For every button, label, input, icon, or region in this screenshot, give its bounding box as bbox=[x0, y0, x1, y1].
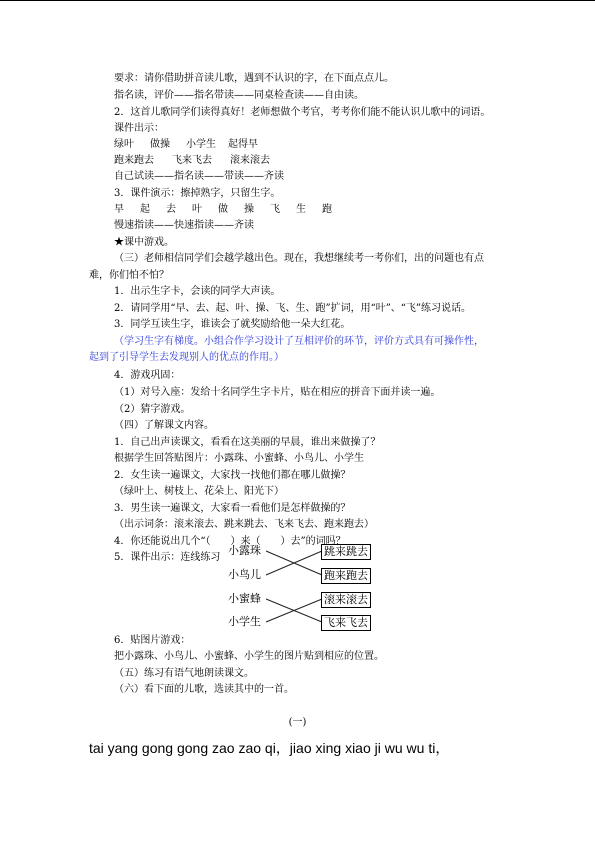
page-top-border bbox=[0, 0, 595, 1]
match-left-item: 小露珠 bbox=[228, 544, 261, 557]
text-line: 4．游戏巩固： bbox=[114, 370, 181, 381]
text-line: （三）老师相信同学们会越学越出色。现在，我想继续考一考你们，出的问题也有点 bbox=[114, 253, 484, 264]
match-right-item: 滚来滚去 bbox=[321, 592, 371, 608]
text-line: 1．出示生字卡，会读的同学大声读。 bbox=[114, 286, 281, 297]
text-line: （2）猜字游戏。 bbox=[114, 404, 191, 415]
text-line: 难，你们怕不怕？ bbox=[89, 270, 169, 281]
text-line: （出示词条：滚来滚去、跳来跳去、飞来飞去、跑来跑去） bbox=[114, 519, 374, 530]
word: 生 bbox=[296, 204, 306, 215]
word: 做操 bbox=[150, 139, 170, 150]
text-line: （四）了解课文内容。 bbox=[114, 420, 214, 431]
text-line: 2．请同学用“早、去、起、叶、操、飞、生、跑”扩词，用“叶”、“飞”练习说话。 bbox=[114, 303, 472, 314]
word: 起得早 bbox=[228, 139, 258, 150]
word: 起 bbox=[140, 204, 150, 215]
word: 滚来滚去 bbox=[230, 155, 270, 166]
word-row bbox=[114, 138, 258, 151]
word: 小学生 bbox=[186, 139, 216, 150]
matching-exercise bbox=[226, 543, 376, 629]
text-line: 要求：请你借助拼音读儿歌，遇到不认识的字，在下面点点儿。 bbox=[114, 73, 394, 84]
word: 跑来跑去 bbox=[114, 155, 154, 166]
pinyin-line: tai yang gong gong zao zao qi，jiao xing xiao ji wu wu ti， bbox=[89, 740, 450, 756]
text-line: 课件出示： bbox=[114, 123, 164, 134]
text-line: 3．男生读一遍课文，大家看一看他们是怎样做操的？ bbox=[114, 503, 351, 514]
match-right-item: 跑来跑去 bbox=[321, 568, 371, 584]
text-line: 2．女生读一遍课文，大家找一找他们都在哪儿做操？ bbox=[114, 470, 351, 481]
word: 操 bbox=[244, 204, 254, 215]
match-left-item: 小蜜蜂 bbox=[228, 592, 261, 605]
text-line: ★课中游戏。 bbox=[114, 237, 174, 248]
word: 跑 bbox=[322, 204, 332, 215]
text-line: （六）看下面的儿歌，选读其中的一首。 bbox=[114, 684, 294, 695]
commentary-line: 起到了引导学生去发现别人的优点的作用。） bbox=[89, 352, 284, 363]
text-line: 6．贴图片游戏： bbox=[114, 635, 191, 646]
match-right-item: 飞来飞去 bbox=[321, 615, 371, 631]
text-line: 1．自己出声读课文，看看在这美丽的早晨，谁出来做操了？ bbox=[114, 437, 381, 448]
text-line: 指名读，评价——指名带读——同桌检查读——自由读。 bbox=[114, 90, 364, 101]
text-line: 3．同学互读生字，谁读会了就奖励给他一朵大红花。 bbox=[114, 319, 351, 330]
text-line: 慢速指读——快速指读——齐读 bbox=[114, 220, 254, 231]
word: 早 bbox=[114, 204, 124, 215]
text-line: 5．课件出示：连线练习 bbox=[114, 552, 221, 563]
text-line: 根据学生回答贴图片：小露珠、小蜜蜂、小鸟儿、小学生 bbox=[114, 453, 364, 464]
text-line: 4．你还能说出几个“（ ）来（ ）去”的词吗？ bbox=[114, 536, 346, 547]
commentary-line: （学习生字有梯度。小组合作学习设计了互相评价的环节，评价方式具有可操作性， bbox=[114, 336, 484, 347]
word: 飞来飞去 bbox=[172, 155, 212, 166]
text-line: 把小露珠、小鸟儿、小蜜蜂、小学生的图片贴到相应的位置。 bbox=[114, 651, 384, 662]
text-line: 2．这首儿歌同学们读得真好！老师想做个考官，考考你们能不能认识儿歌中的词语。 bbox=[114, 107, 491, 118]
section-title: (一) bbox=[288, 717, 307, 728]
word: 绿叶 bbox=[114, 139, 134, 150]
text-line: 3．课件演示：擦掉熟字，只留生字。 bbox=[114, 188, 281, 199]
match-right-item: 跳来跳去 bbox=[321, 544, 371, 560]
word: 做 bbox=[218, 204, 228, 215]
text-line: （1）对号入座：发给十名同学生字卡片，贴在相应的拼音下面并读一遍。 bbox=[114, 387, 441, 398]
word-row bbox=[114, 203, 332, 216]
match-left-item: 小学生 bbox=[228, 615, 261, 628]
text-line: （五）练习有语气地朗读课文。 bbox=[114, 668, 254, 679]
text-line: 自己试读——指名读——带读——齐读 bbox=[114, 171, 284, 182]
text-line: （绿叶上、树枝上、花朵上、阳光下） bbox=[114, 486, 284, 497]
word-row bbox=[114, 154, 270, 167]
match-left-item: 小鸟儿 bbox=[228, 568, 261, 581]
word: 飞 bbox=[270, 204, 280, 215]
word: 去 bbox=[166, 204, 176, 215]
word: 叶 bbox=[192, 204, 202, 215]
